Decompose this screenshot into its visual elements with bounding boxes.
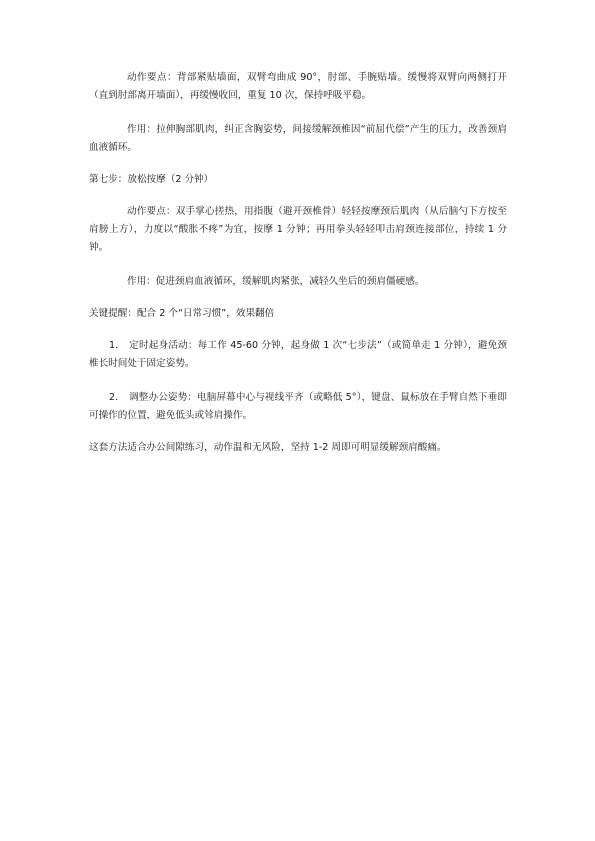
list-text: 调整办公姿势：电脑屏幕中心与视线平齐（或略低 5°），键盘、鼠标放在手臂自然下垂即可操作的位置，避免低头或耸肩操作。 [89, 392, 507, 421]
list-text: 定时起身活动：每工作 45-60 分钟，起身做 1 次“七步法”（或简单走 1 分钟），避免颈椎长时间处于固定姿势。 [89, 340, 507, 369]
document-body [89, 69, 507, 457]
paragraph-effect-chest-stretch: 作用：拉伸胸部肌肉，纠正含胸姿势，间接缓解颈椎因“前屈代偿”产生的压力，改善颈肩血液循环。 [89, 124, 507, 153]
list-number: 2. [109, 392, 119, 403]
list-item [89, 389, 507, 425]
paragraph-effect-massage: 作用：促进颈肩血液循环，缓解肌肉紧张，减轻久坐后的颈肩僵硬感。 [127, 276, 425, 287]
step7-heading: 第七步：放松按摩（2 分钟） [89, 174, 214, 185]
paragraph-action-points-wall: 动作要点：背部紧贴墙面，双臂弯曲成 90°，肘部、手腕贴墙。缓慢将双臂向两侧打开（直到肘部离开墙面），再缓慢收回，重复 10 次，保持呼吸平稳。 [89, 72, 507, 101]
paragraph-action-points-massage: 动作要点：双手掌心搓热，用指腹（避开颈椎骨）轻轻按摩颈后肌肉（从后脑勺下方按至肩膀上方），力度以“酸胀不疼”为宜，按摩 1 分钟；再用拳头轻轻叩击肩颈连接部位，持续 1 分钟。 [89, 206, 507, 253]
key-tips-heading: 关键提醒：配合 2 个“日常习惯”，效果翻倍 [89, 308, 275, 319]
closing-paragraph: 这套方法适合办公间隙练习，动作温和无风险，坚持 1-2 周即可明显缓解颈肩酸痛。 [89, 442, 447, 453]
list-item [89, 337, 507, 373]
list-number: 1. [109, 340, 119, 351]
